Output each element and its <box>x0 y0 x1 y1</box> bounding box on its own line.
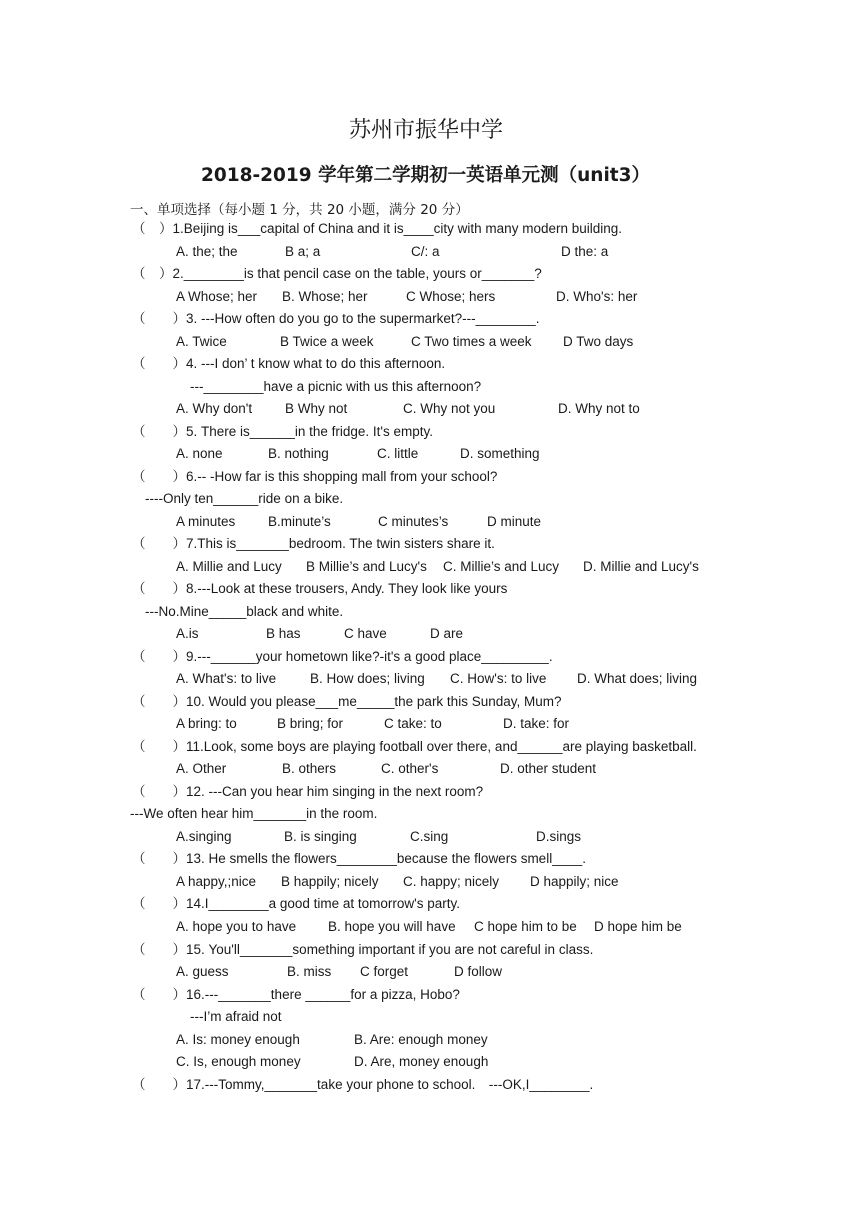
question-5-option-b: B. nothing <box>268 446 329 461</box>
question-16-stem: （ ）16.---_______there ______for a pizza, Hobo? <box>132 987 460 1002</box>
question-1-option-d: D the: a <box>561 244 609 259</box>
question-10-option-d: D. take: for <box>503 716 570 731</box>
question-4-line2: ---________have a picnic with us this afternoon? <box>190 379 482 394</box>
question-4-stem: （ ）4. ---I don’ t know what to do this afternoon. <box>132 356 446 371</box>
question-6-stem: （ ）6.-- -How far is this shopping mall from your school? <box>132 469 498 484</box>
question-5-option-d: D. something <box>460 446 540 461</box>
question-16-option-c: C. Is, enough money <box>176 1054 301 1069</box>
question-4-option-a: A. Why don't <box>176 401 253 416</box>
question-14-option-b: B. hope you will have <box>328 919 456 934</box>
question-10-stem: （ ）10. Would you please___me_____the park this Sunday, Mum? <box>132 694 562 709</box>
question-6-option-c: C minutes’s <box>378 514 449 529</box>
question-15-stem: （ ）15. You'll_______something important if you are not careful in class. <box>132 942 594 957</box>
question-11-option-d: D. other student <box>500 761 597 776</box>
question-11-stem: （ ）11.Look, some boys are playing football over there, and______are playing basketball. <box>132 739 697 754</box>
question-2-option-a: A Whose; her <box>176 289 258 304</box>
question-9-option-d: D. What does; living <box>577 671 698 686</box>
question-17-stem: （ ）17.---Tommy,_______take your phone to school. ---OK,I________. <box>132 1077 594 1092</box>
question-13-option-c: C. happy; nicely <box>403 874 500 889</box>
question-10-option-a: A bring: to <box>176 716 237 731</box>
question-6-option-d: D minute <box>487 514 542 529</box>
question-7-option-d: D. Millie and Lucy's <box>583 559 699 574</box>
question-15-option-b: B. miss <box>287 964 332 979</box>
question-13-option-b: B happily; nicely <box>281 874 379 889</box>
question-15-option-d: D follow <box>454 964 503 979</box>
question-15-option-a: A. guess <box>176 964 229 979</box>
question-7-option-b: B Millie’s and Lucy's <box>306 559 427 574</box>
question-5-option-c: C. little <box>377 446 419 461</box>
question-7-stem: （ ）7.This is_______bedroom. The twin sisters share it. <box>132 536 495 551</box>
question-3-option-c: C Two times a week <box>411 334 532 349</box>
question-16-option-a: A. Is: money enough <box>176 1032 300 1047</box>
question-1-option-a: A. the; the <box>176 244 238 259</box>
question-12-option-c: C.sing <box>410 829 449 844</box>
question-5-option-a: A. none <box>176 446 223 461</box>
question-8-option-a: A.is <box>176 626 199 641</box>
question-14-option-c: C hope him to be <box>474 919 577 934</box>
question-11-option-b: B. others <box>282 761 337 776</box>
question-15-option-c: C forget <box>360 964 409 979</box>
question-9-option-c: C. How's: to live <box>450 671 547 686</box>
question-9-option-b: B. How does; living <box>310 671 425 686</box>
question-9-option-a: A. What's: to live <box>176 671 277 686</box>
question-11-option-a: A. Other <box>176 761 227 776</box>
question-3-option-a: A. Twice <box>176 334 227 349</box>
question-3-option-b: B Twice a week <box>280 334 374 349</box>
question-8-stem: （ ）8.---Look at these trousers, Andy. They look like yours <box>132 581 508 596</box>
question-8-line2: ---No.Mine_____black and white. <box>145 604 344 619</box>
question-4-option-b: B Why not <box>285 401 348 416</box>
question-1-stem: （ ）1.Beijing is___capital of China and it is____city with many modern building. <box>132 221 623 236</box>
question-13-stem: （ ）13. He smells the flowers________because the flowers smell____. <box>132 851 586 866</box>
question-16-line2: ---I’m afraid not <box>190 1009 282 1024</box>
question-13-option-d: D happily; nice <box>530 874 619 889</box>
section-heading: 一、单项选择（每小题 1 分，共 20 小题，满分 20 分） <box>130 202 469 218</box>
question-2-option-b: B. Whose; her <box>282 289 368 304</box>
question-12-line2: ---We often hear him_______in the room. <box>130 806 378 821</box>
question-16-option-b: B. Are: enough money <box>354 1032 488 1047</box>
question-14-option-a: A. hope you to have <box>176 919 297 934</box>
question-13-option-a: A happy,;nice <box>176 874 257 889</box>
question-7-option-c: C. Millie’s and Lucy <box>443 559 560 574</box>
question-12-option-b: B. is singing <box>284 829 357 844</box>
question-3-option-d: D Two days <box>563 334 634 349</box>
question-7-option-a: A. Millie and Lucy <box>176 559 282 574</box>
question-5-stem: （ ）5. There is______in the fridge. It's empty. <box>132 424 433 439</box>
question-12-option-a: A.singing <box>176 829 232 844</box>
question-6-line2: ----Only ten______ride on a bike. <box>145 491 344 506</box>
question-10-option-b: B bring; for <box>277 716 344 731</box>
question-12-stem: （ ）12. ---Can you hear him singing in the next room? <box>132 784 484 799</box>
question-10-option-c: C take: to <box>384 716 442 731</box>
question-16-option-d: D. Are, money enough <box>354 1054 489 1069</box>
question-2-option-d: D. Who's: her <box>556 289 638 304</box>
question-2-stem: （ ）2.________is that pencil case on the table, yours or_______? <box>132 266 542 281</box>
question-12-option-d: D.sings <box>536 829 582 844</box>
page-title: 2018-2019 学年第二学期初一英语单元测（unit3） <box>201 165 650 186</box>
question-6-option-a: A minutes <box>176 514 236 529</box>
question-14-stem: （ ）14.I________a good time at tomorrow's party. <box>132 896 460 911</box>
question-14-option-d: D hope him be <box>594 919 682 934</box>
question-1-option-b: B a; a <box>285 244 321 259</box>
question-3-stem: （ ）3. ---How often do you go to the supermarket?---________. <box>132 311 540 326</box>
question-4-option-c: C. Why not you <box>403 401 496 416</box>
question-6-option-b: B.minute’s <box>268 514 331 529</box>
question-1-option-c: C/: a <box>411 244 440 259</box>
question-2-option-c: C Whose; hers <box>406 289 496 304</box>
question-8-option-d: D are <box>430 626 464 641</box>
question-8-option-b: B has <box>266 626 301 641</box>
question-4-option-d: D. Why not to <box>558 401 640 416</box>
question-11-option-c: C. other's <box>381 761 439 776</box>
question-8-option-c: C have <box>344 626 387 641</box>
school-name: 苏州市振华中学 <box>349 118 504 143</box>
question-9-stem: （ ）9.---______your hometown like?-it's a good place_________. <box>132 649 553 664</box>
